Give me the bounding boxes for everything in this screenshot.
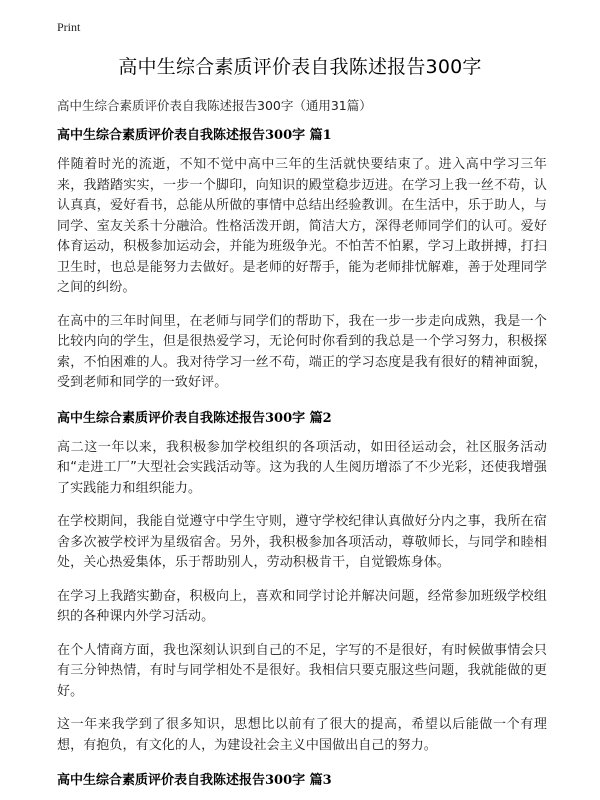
page-title: 高中生综合素质评价表自我陈述报告300字 [118,56,482,78]
section-heading: 高中生综合素质评价表自我陈述报告300字 篇1 [57,128,332,143]
paragraph: 这一年来我学到了很多知识，思想比以前有了很大的提高，希望以后能做一个有理想，有抱负，有文化的人，为建设社会主义中国做出自己的努力。 [57,717,547,753]
paragraph: 在学习上我踏实勤奋，积极向上，喜欢和同学讨论并解决问题，经常参加班级学校组织的各种课内外学习活动。 [57,588,547,624]
section-heading: 高中生综合素质评价表自我陈述报告300字 篇3 [57,773,332,788]
article-body [57,124,547,800]
paragraph: 在高中的三年时间里，在老师与同学们的帮助下，我在一步一步走向成熟，我是一个比较内向的学生，但是很热爱学习，无论何时你看到的我总是一个学习努力，积极探索，不怕困难的人。我对待学习一丝不苟，端正的学习态度是我有很好的精神面貌，受到老师和同学的一致好评。 [57,313,547,390]
page-subtitle: 高中生综合素质评价表自我陈述报告300字（通用31篇） [57,98,372,113]
section-heading: 高中生综合素质评价表自我陈述报告300字 篇2 [57,410,332,426]
print-label[interactable]: Print [57,20,81,34]
paragraph: 高二这一年以来，我积极参加学校组织的各项活动，如田径运动会，社区服务活动和“走进工厂”大型社会实践活动等。这为我的人生阅历增添了不少光彩，还使我增强了实践能力和组织能力。 [57,439,547,496]
paragraph: 在学校期间，我能自觉遵守中学生守则，遵守学校纪律认真做好分内之事，我所在宿舍多次被学校评为星级宿舍。另外，我积极参加各项活动，尊敬师长，与同学和睦相处，关心热爱集体，乐于帮助别人，劳动积极肯干，自觉锻炼身体。 [57,514,547,570]
paragraph: 在个人情商方面，我也深刻认识到自己的不足，字写的不是很好，有时候做事情会只有三分钟热情，有时与同学相处不是很好。我相信只要克服这些问题，我就能做的更好。 [57,642,547,699]
paragraph: 伴随着时光的流逝，不知不觉中高中三年的生活就快要结束了。进入高中学习三年来，我踏踏实实，一步一个脚印，向知识的殿堂稳步迈进。在学习上我一丝不苟，认认真真，爱好看书，总能从所做的事情中总结出经验教训。在生活中，乐于助人，与同学、室友关系十分融洽。性格活泼开朗，简洁大方，深得老师同学们的认可。爱好体育运动，积极参加运动会，并能为班级争光。不怕苦不怕累，学习上敢拼搏，打扫卫生时，也总是能努力去做好。是老师的好帮手，能为老师排忧解难，善于处理同学之间的纠纷。 [57,157,547,295]
